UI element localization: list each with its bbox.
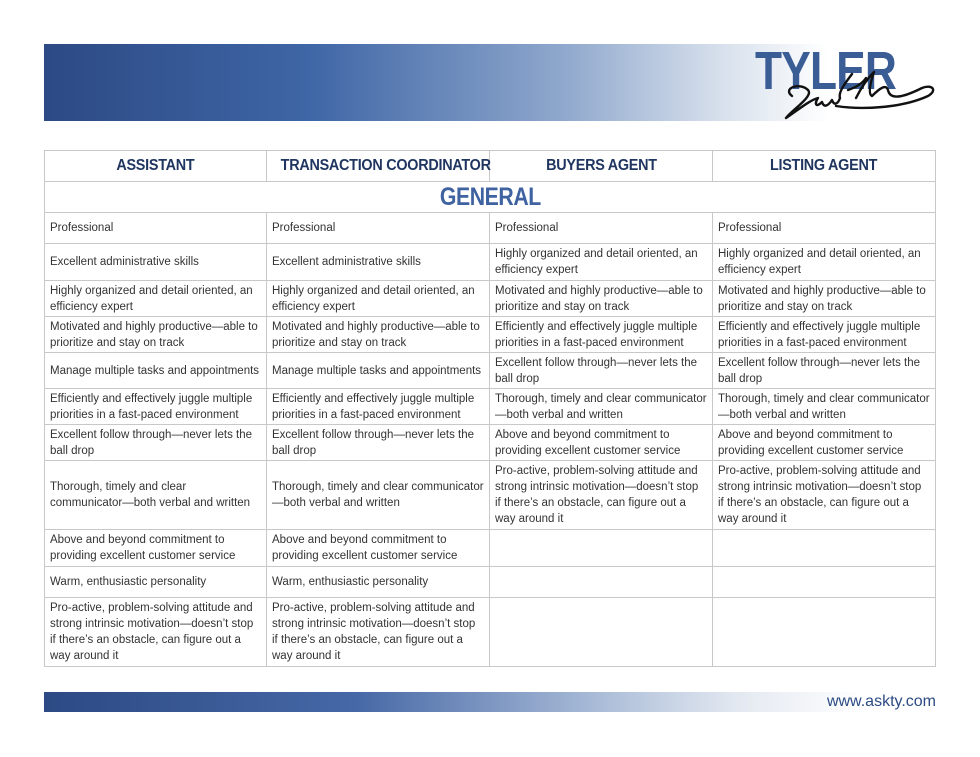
table-cell: Efficiently and effectively juggle multiple priorities in a fast-paced environment bbox=[267, 389, 490, 425]
table-cell: Manage multiple tasks and appointments bbox=[45, 353, 267, 389]
table-cell bbox=[713, 530, 936, 567]
column-header-transaction-coordinator: TRANSACTION COORDINATOR bbox=[267, 151, 490, 182]
tyler-smith-logo bbox=[752, 41, 937, 124]
table-cell: Thorough, timely and clear communicator—both verbal and written bbox=[713, 389, 936, 425]
table-row bbox=[45, 567, 936, 598]
table-cell: Excellent follow through—never lets the ball drop bbox=[713, 353, 936, 389]
table-row bbox=[45, 353, 936, 389]
table-cell: Above and beyond commitment to providing excellent customer service bbox=[490, 425, 713, 461]
table-cell bbox=[713, 567, 936, 598]
table-cell: Highly organized and detail oriented, an efficiency expert bbox=[267, 281, 490, 317]
table-row bbox=[45, 317, 936, 353]
table-cell: Warm, enthusiastic personality bbox=[267, 567, 490, 598]
bottom-banner bbox=[44, 692, 935, 712]
column-header-assistant: ASSISTANT bbox=[45, 151, 267, 182]
table-cell: Warm, enthusiastic personality bbox=[45, 567, 267, 598]
table-cell: Pro-active, problem-solving attitude and strong intrinsic motivation—doesn’t stop if there’s an obstacle, can figure out a way around it bbox=[713, 461, 936, 530]
table-cell: Manage multiple tasks and appointments bbox=[267, 353, 490, 389]
table-cell: Above and beyond commitment to providing excellent customer service bbox=[713, 425, 936, 461]
table-cell: Efficiently and effectively juggle multiple priorities in a fast-paced environment bbox=[45, 389, 267, 425]
signature-icon bbox=[752, 41, 937, 124]
table-cell: Pro-active, problem-solving attitude and strong intrinsic motivation—doesn’t stop if there’s an obstacle, can figure out a way around it bbox=[490, 461, 713, 530]
table-cell: Pro-active, problem-solving attitude and strong intrinsic motivation—doesn’t stop if there’s an obstacle, can figure out a way around it bbox=[45, 598, 267, 667]
table-cell: Highly organized and detail oriented, an efficiency expert bbox=[713, 244, 936, 281]
table-row bbox=[45, 530, 936, 567]
table-cell bbox=[713, 598, 936, 667]
table-cell: Professional bbox=[45, 213, 267, 244]
table-cell: Motivated and highly productive—able to prioritize and stay on track bbox=[490, 281, 713, 317]
table-row bbox=[45, 598, 936, 667]
table-cell: Highly organized and detail oriented, an efficiency expert bbox=[45, 281, 267, 317]
table-cell: Excellent administrative skills bbox=[267, 244, 490, 281]
section-title: GENERAL bbox=[45, 182, 936, 213]
table-row bbox=[45, 389, 936, 425]
website-url: www.askty.com bbox=[826, 693, 936, 710]
table-row bbox=[45, 425, 936, 461]
table-row bbox=[45, 244, 936, 281]
section-row bbox=[45, 182, 936, 213]
table-cell: Thorough, timely and clear communicator—both verbal and written bbox=[267, 461, 490, 530]
table-cell: Professional bbox=[267, 213, 490, 244]
table-cell bbox=[490, 598, 713, 667]
table-row bbox=[45, 461, 936, 530]
table-cell bbox=[490, 530, 713, 567]
column-header-listing-agent: LISTING AGENT bbox=[713, 151, 936, 182]
table-row bbox=[45, 213, 936, 244]
logo-wordmark: TYLER bbox=[755, 41, 897, 101]
table-cell: Above and beyond commitment to providing excellent customer service bbox=[45, 530, 267, 567]
table-cell: Professional bbox=[713, 213, 936, 244]
table-cell: Thorough, timely and clear communicator—both verbal and written bbox=[45, 461, 267, 530]
table-cell: Efficiently and effectively juggle multiple priorities in a fast-paced environment bbox=[490, 317, 713, 353]
column-header-buyers-agent: BUYERS AGENT bbox=[490, 151, 713, 182]
table-cell: Motivated and highly productive—able to prioritize and stay on track bbox=[267, 317, 490, 353]
table-cell: Excellent administrative skills bbox=[45, 244, 267, 281]
role-comparison-table bbox=[44, 150, 936, 667]
table-cell: Efficiently and effectively juggle multiple priorities in a fast-paced environment bbox=[713, 317, 936, 353]
table-cell: Motivated and highly productive—able to prioritize and stay on track bbox=[45, 317, 267, 353]
table-cell bbox=[490, 567, 713, 598]
table-cell: Highly organized and detail oriented, an efficiency expert bbox=[490, 244, 713, 281]
table-row bbox=[45, 281, 936, 317]
table-cell: Excellent follow through—never lets the ball drop bbox=[45, 425, 267, 461]
table-cell: Excellent follow through—never lets the ball drop bbox=[267, 425, 490, 461]
table-cell: Above and beyond commitment to providing excellent customer service bbox=[267, 530, 490, 567]
table-cell: Excellent follow through—never lets the ball drop bbox=[490, 353, 713, 389]
column-header-row bbox=[45, 151, 936, 182]
table-cell: Motivated and highly productive—able to prioritize and stay on track bbox=[713, 281, 936, 317]
table-cell: Thorough, timely and clear communicator—both verbal and written bbox=[490, 389, 713, 425]
table-cell: Pro-active, problem-solving attitude and strong intrinsic motivation—doesn’t stop if there’s an obstacle, can figure out a way around it bbox=[267, 598, 490, 667]
table-cell: Professional bbox=[490, 213, 713, 244]
